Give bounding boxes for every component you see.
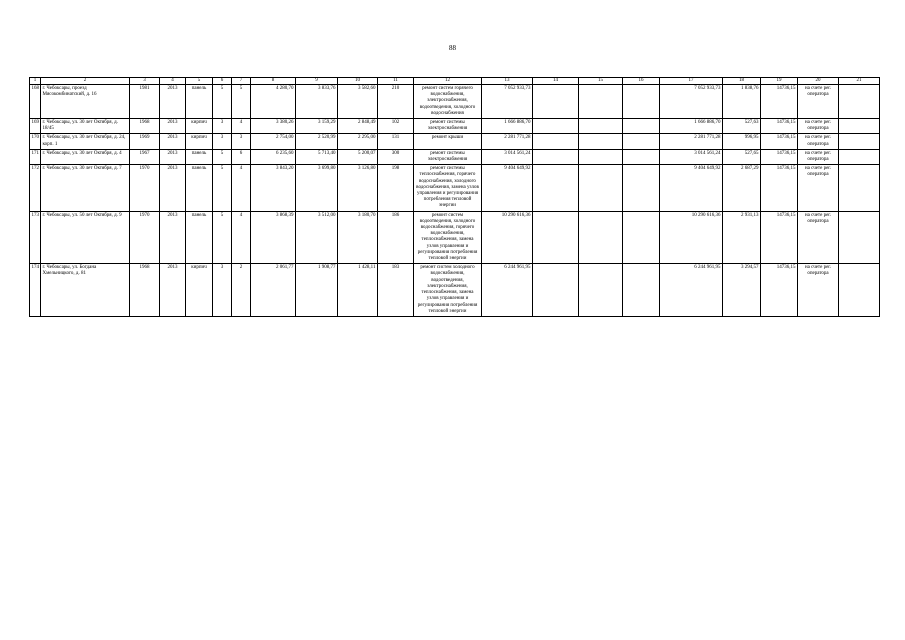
year-built-cell: 1968 [130, 119, 160, 134]
total-area-cell: 3 380,26 [251, 119, 296, 134]
fund-method-cell: на счете рег. оператора [798, 165, 839, 211]
address-cell: г. Чебоксары, ул. 30 лет Октября, д. 7 [41, 165, 130, 211]
year-cell: 2013 [160, 211, 186, 264]
column-number-row [30, 78, 880, 85]
row-number: 169 [30, 119, 41, 134]
column-number: 10 [338, 78, 378, 85]
residents-cell: 183 [378, 264, 414, 317]
residential-area-cell: 2 295,00 [338, 134, 378, 149]
column-number: 14 [533, 78, 579, 85]
column-number: 5 [186, 78, 213, 85]
column-number: 11 [378, 78, 414, 85]
row-number: 172 [30, 165, 41, 211]
residential-area-cell: 1 428,11 [338, 264, 378, 317]
limit-cost-cell: 14736,15 [761, 149, 798, 164]
unit-cost-cell: 527,63 [723, 119, 761, 134]
floors-cell: 5 [213, 165, 232, 211]
entrances-cell: 5 [232, 85, 251, 119]
work-type-cell: ремонт крыши [414, 134, 482, 149]
column-number: 2 [41, 78, 130, 85]
total-area-cell: 2 754,00 [251, 134, 296, 149]
work-type-cell: ремонт систем горячего водоснабжения, электроснабжения, водоотведения, холодного водоснабжения [414, 85, 482, 119]
residents-cell: 186 [378, 211, 414, 264]
year-cell: 2013 [160, 134, 186, 149]
limit-cost-cell: 14736,15 [761, 264, 798, 317]
limit-cost-cell: 14736,15 [761, 134, 798, 149]
area-cell: 1 908,77 [296, 264, 338, 317]
wall-material-cell: кирпич [186, 119, 213, 134]
work-type-cell: ремонт систем водоотведения, холодного водоснабжения, горячего водоснабжения, теплоснабжения, замена узлов управления и регулирования потребления тепловой энергии [414, 211, 482, 264]
entrances-cell: 6 [232, 149, 251, 164]
entrances-cell: 2 [232, 264, 251, 317]
fund-cost-cell: 9 404 649,92 [660, 165, 723, 211]
entrances-cell: 4 [232, 165, 251, 211]
table-row [30, 211, 880, 264]
year-cell: 2013 [160, 85, 186, 119]
floors-cell: 3 [213, 134, 232, 149]
empty-cell [623, 85, 660, 119]
entrances-cell: 3 [232, 134, 251, 149]
fund-cost-cell: 10 290 616,36 [660, 211, 723, 264]
unit-cost-cell: 2 931,13 [723, 211, 761, 264]
floors-cell: 5 [213, 149, 232, 164]
empty-cell [579, 149, 623, 164]
total-area-cell: 3 868,39 [251, 211, 296, 264]
empty-cell [839, 211, 880, 264]
total-cost-cell: 7 052 933,73 [482, 85, 533, 119]
year-cell: 2013 [160, 165, 186, 211]
wall-material-cell: панель [186, 149, 213, 164]
total-area-cell: 4 280,70 [251, 85, 296, 119]
empty-cell [579, 211, 623, 264]
residential-area-cell: 3 582,60 [338, 85, 378, 119]
empty-cell [579, 85, 623, 119]
work-type-cell: ремонт системы теплоснабжения, горячего водоснабжения, холодного водоснабжения, замена узлов управления и регулирования потребления тепловой энергии [414, 165, 482, 211]
column-number: 16 [623, 78, 660, 85]
column-number: 8 [251, 78, 296, 85]
empty-cell [839, 119, 880, 134]
empty-cell [839, 264, 880, 317]
residents-cell: 131 [378, 134, 414, 149]
address-cell: г. Чебоксары, ул. 30 лет Октября, д. 24, корп. 1 [41, 134, 130, 149]
page-number: 88 [449, 44, 456, 52]
fund-method-cell: на счете рег. оператора [798, 149, 839, 164]
empty-cell [579, 264, 623, 317]
unit-cost-cell: 3 294,57 [723, 264, 761, 317]
floors-cell: 3 [213, 119, 232, 134]
table-row [30, 264, 880, 317]
table-row [30, 119, 880, 134]
fund-method-cell: на счете рег. оператора [798, 85, 839, 119]
limit-cost-cell: 14736,15 [761, 165, 798, 211]
total-cost-cell: 9 404 649,92 [482, 165, 533, 211]
fund-cost-cell: 1 666 886,70 [660, 119, 723, 134]
area-cell: 3 833,76 [296, 85, 338, 119]
fund-cost-cell: 6 244 961,95 [660, 264, 723, 317]
wall-material-cell: панель [186, 85, 213, 119]
empty-cell [839, 149, 880, 164]
fund-method-cell: на счете рег. оператора [798, 211, 839, 264]
column-number: 7 [232, 78, 251, 85]
year-cell: 2013 [160, 119, 186, 134]
empty-cell [623, 119, 660, 134]
total-cost-cell: 10 290 616,36 [482, 211, 533, 264]
year-built-cell: 1969 [130, 134, 160, 149]
column-number: 3 [130, 78, 160, 85]
total-cost-cell: 6 244 961,95 [482, 264, 533, 317]
unit-cost-cell: 2 687,29 [723, 165, 761, 211]
area-cell: 3 699,80 [296, 165, 338, 211]
row-number: 171 [30, 149, 41, 164]
area-cell: 2 520,99 [296, 134, 338, 149]
residents-cell: 198 [378, 165, 414, 211]
floors-cell: 3 [213, 264, 232, 317]
empty-cell [839, 165, 880, 211]
column-number: 20 [798, 78, 839, 85]
fund-method-cell: на счете рег. оператора [798, 119, 839, 134]
address-cell: г. Чебоксары, ул. 50 лет Октября, д. 9 [41, 211, 130, 264]
empty-cell [533, 211, 579, 264]
total-area-cell: 3 843,20 [251, 165, 296, 211]
floors-cell: 5 [213, 211, 232, 264]
wall-material-cell: кирпич [186, 264, 213, 317]
column-number: 12 [414, 78, 482, 85]
empty-cell [579, 119, 623, 134]
empty-cell [533, 119, 579, 134]
fund-cost-cell: 3 014 561,24 [660, 149, 723, 164]
year-built-cell: 1981 [130, 85, 160, 119]
wall-material-cell: кирпич [186, 134, 213, 149]
empty-cell [623, 211, 660, 264]
column-number: 21 [839, 78, 880, 85]
fund-method-cell: на счете рег. оператора [798, 134, 839, 149]
table-row [30, 165, 880, 211]
unit-cost-cell: 996,95 [723, 134, 761, 149]
wall-material-cell: панель [186, 165, 213, 211]
address-cell: г. Чебоксары, проезд Мясокомбинатский, д. 16 [41, 85, 130, 119]
empty-cell [533, 264, 579, 317]
residential-area-cell: 2 848,49 [338, 119, 378, 134]
empty-cell [623, 264, 660, 317]
fund-cost-cell: 2 281 771,28 [660, 134, 723, 149]
entrances-cell: 4 [232, 211, 251, 264]
fund-cost-cell: 7 052 933,73 [660, 85, 723, 119]
entrances-cell: 4 [232, 119, 251, 134]
table-row [30, 85, 880, 119]
address-cell: г. Чебоксары, ул. 30 лет Октября, д. 18/45 [41, 119, 130, 134]
limit-cost-cell: 14736,15 [761, 211, 798, 264]
row-number: 173 [30, 211, 41, 264]
capital-repair-table [29, 77, 880, 317]
year-built-cell: 1970 [130, 211, 160, 264]
empty-cell [623, 149, 660, 164]
fund-method-cell: на счете рег. оператора [798, 264, 839, 317]
column-number: 9 [296, 78, 338, 85]
column-number: 15 [579, 78, 623, 85]
limit-cost-cell: 14736,15 [761, 85, 798, 119]
total-area-cell: 2 061,77 [251, 264, 296, 317]
year-cell: 2013 [160, 264, 186, 317]
column-number: 6 [213, 78, 232, 85]
unit-cost-cell: 527,65 [723, 149, 761, 164]
column-number: 13 [482, 78, 533, 85]
column-number: 4 [160, 78, 186, 85]
residents-cell: 102 [378, 119, 414, 134]
residents-cell: 210 [378, 85, 414, 119]
row-number: 170 [30, 134, 41, 149]
area-cell: 3 512,00 [296, 211, 338, 264]
year-built-cell: 1967 [130, 149, 160, 164]
work-type-cell: ремонт систем холодного водоснабжения, водоотведения, электроснабжения, теплоснабжения, замена узлов управления и регулирования потребления тепловой энергии [414, 264, 482, 317]
total-cost-cell: 2 281 771,28 [482, 134, 533, 149]
residential-area-cell: 5 200,07 [338, 149, 378, 164]
area-cell: 3 159,29 [296, 119, 338, 134]
work-type-cell: ремонт системы электроснабжения [414, 149, 482, 164]
empty-cell [533, 149, 579, 164]
total-area-cell: 6 235,60 [251, 149, 296, 164]
limit-cost-cell: 14736,15 [761, 119, 798, 134]
empty-cell [533, 134, 579, 149]
residential-area-cell: 3 180,70 [338, 211, 378, 264]
address-cell: г. Чебоксары, ул. 30 лет Октября, д. 4 [41, 149, 130, 164]
residents-cell: 300 [378, 149, 414, 164]
total-cost-cell: 1 666 886,70 [482, 119, 533, 134]
year-cell: 2013 [160, 149, 186, 164]
year-built-cell: 1968 [130, 264, 160, 317]
wall-material-cell: панель [186, 211, 213, 264]
total-cost-cell: 3 014 561,24 [482, 149, 533, 164]
row-number: 174 [30, 264, 41, 317]
year-built-cell: 1970 [130, 165, 160, 211]
work-type-cell: ремонт системы электроснабжения [414, 119, 482, 134]
empty-cell [623, 134, 660, 149]
column-number: 19 [761, 78, 798, 85]
address-cell: г. Чебоксары, ул. Богдана Хмельницкого, д. 81 [41, 264, 130, 317]
row-number: 168 [30, 85, 41, 119]
empty-cell [533, 85, 579, 119]
column-number: 18 [723, 78, 761, 85]
column-number: 17 [660, 78, 723, 85]
empty-cell [533, 165, 579, 211]
empty-cell [839, 85, 880, 119]
empty-cell [579, 165, 623, 211]
floors-cell: 5 [213, 85, 232, 119]
table-row [30, 134, 880, 149]
residential-area-cell: 3 126,80 [338, 165, 378, 211]
empty-cell [839, 134, 880, 149]
column-number: 1 [30, 78, 41, 85]
area-cell: 5 713,40 [296, 149, 338, 164]
empty-cell [579, 134, 623, 149]
empty-cell [623, 165, 660, 211]
table-row [30, 149, 880, 164]
unit-cost-cell: 1 838,76 [723, 85, 761, 119]
